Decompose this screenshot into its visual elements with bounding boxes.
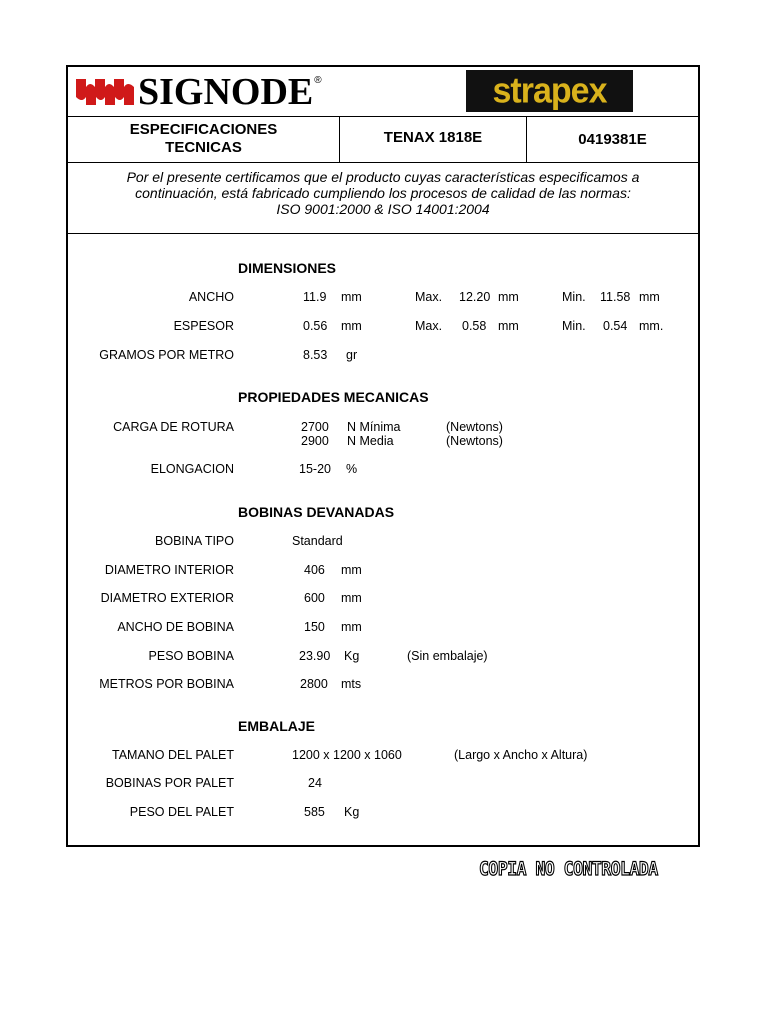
note-carga-min: (Newtons) <box>446 420 503 434</box>
unit-carga-min: N Mínima <box>347 420 401 434</box>
registered-mark: ® <box>314 74 322 86</box>
value-espesor: 0.56 <box>303 319 328 333</box>
strapex-logo <box>466 70 633 112</box>
unit-peso-bobina: Kg <box>344 649 360 663</box>
unit-espesor: mm <box>341 319 362 333</box>
signode-logo <box>76 71 322 113</box>
value-peso-bobina: 23.90 <box>299 649 331 663</box>
label-ancho-bobina: ANCHO DE BOBINA <box>117 620 234 634</box>
cert-line1: Por el presente certificamos que el producto cuyas características especificamos a <box>126 169 640 185</box>
unit-carga-media: N Media <box>347 434 394 448</box>
max-label-ancho: Max. <box>415 290 443 304</box>
value-gramos: 8.53 <box>303 348 328 362</box>
spec-sheet-frame <box>66 65 700 847</box>
min-value-espesor: 0.54 <box>603 319 628 333</box>
label-ancho: ANCHO <box>188 290 234 304</box>
value-carga-min: 2700 <box>301 420 329 434</box>
note-tamano-palet: (Largo x Ancho x Altura) <box>454 748 588 762</box>
note-peso-bobina: (Sin embalaje) <box>407 649 488 663</box>
label-diametro-exterior: DIAMETRO EXTERIOR <box>100 591 234 605</box>
value-elongacion: 15-20 <box>299 462 331 476</box>
uncontrolled-copy-stamp: COPIA NO CONTROLADA <box>479 858 658 880</box>
min-unit-ancho: mm <box>639 290 660 304</box>
label-metros-bobina: METROS POR BOBINA <box>99 677 234 691</box>
max-value-ancho: 12.20 <box>459 290 491 304</box>
divider <box>68 233 698 234</box>
section-bobinas: BOBINAS DEVANADAS <box>238 504 395 520</box>
spec-title <box>68 117 339 161</box>
certification-text <box>78 169 688 217</box>
label-diametro-interior: DIAMETRO INTERIOR <box>104 563 234 577</box>
value-carga-media: 2900 <box>301 434 329 448</box>
cert-line2: continuación, está fabricado cumpliendo los procesos de calidad de las normas: <box>135 185 631 201</box>
section-embalaje: EMBALAJE <box>238 718 316 734</box>
min-value-ancho: 11.58 <box>600 290 631 304</box>
min-label-ancho: Min. <box>562 290 586 304</box>
unit-elongacion: % <box>346 462 358 476</box>
unit-peso-palet: Kg <box>344 805 360 819</box>
label-carga: CARGA DE ROTURA <box>113 420 234 434</box>
value-diametro-exterior: 600 <box>304 591 325 605</box>
product-name: TENAX 1818E <box>383 128 483 146</box>
spec-title-line2: TECNICAS <box>165 139 242 156</box>
min-unit-espesor: mm. <box>639 319 664 333</box>
section-propiedades: PROPIEDADES MECANICAS <box>238 389 429 405</box>
max-value-espesor: 0.58 <box>462 319 487 333</box>
unit-ancho-bobina: mm <box>341 620 362 634</box>
max-label-espesor: Max. <box>415 319 443 333</box>
label-espesor: ESPESOR <box>173 319 234 333</box>
max-unit-ancho: mm <box>498 290 519 304</box>
max-unit-espesor: mm <box>498 319 519 333</box>
label-peso-palet: PESO DEL PALET <box>129 805 234 819</box>
min-label-espesor: Min. <box>562 319 586 333</box>
divider <box>68 162 698 163</box>
label-peso-bobina: PESO BOBINA <box>148 649 234 663</box>
section-dimensiones: DIMENSIONES <box>238 260 337 276</box>
product-code: 0419381E <box>578 130 647 148</box>
label-bobina-tipo: BOBINA TIPO <box>155 534 234 548</box>
note-carga-media: (Newtons) <box>446 434 503 448</box>
strapex-wordmark: strapex <box>492 71 607 111</box>
label-tamano-palet: TAMANO DEL PALET <box>111 748 234 762</box>
value-bobinas-palet: 24 <box>308 776 322 790</box>
unit-gramos: gr <box>346 348 358 362</box>
value-tamano-palet: 1200 x 1200 x 1060 <box>292 748 402 762</box>
signode-wordmark: SIGNODE <box>138 71 314 113</box>
value-ancho-bobina: 150 <box>304 620 325 634</box>
value-diametro-interior: 406 <box>304 563 325 577</box>
signode-mark-icon <box>76 75 134 109</box>
value-peso-palet: 585 <box>304 805 325 819</box>
unit-metros-bobina: mts <box>341 677 362 691</box>
cert-line3: ISO 9001:2000 & ISO 14001:2004 <box>276 201 490 217</box>
value-ancho: 11.9 <box>303 290 327 304</box>
spec-title-line1: ESPECIFICACIONES <box>129 121 278 138</box>
value-bobina-tipo: Standard <box>292 534 343 548</box>
label-bobinas-palet: BOBINAS POR PALET <box>105 776 234 790</box>
value-metros-bobina: 2800 <box>300 677 328 691</box>
unit-ancho: mm <box>341 290 362 304</box>
label-elongacion: ELONGACION <box>150 462 234 476</box>
unit-diametro-exterior: mm <box>341 591 362 605</box>
unit-diametro-interior: mm <box>341 563 362 577</box>
label-gramos: GRAMOS POR METRO <box>99 348 234 362</box>
